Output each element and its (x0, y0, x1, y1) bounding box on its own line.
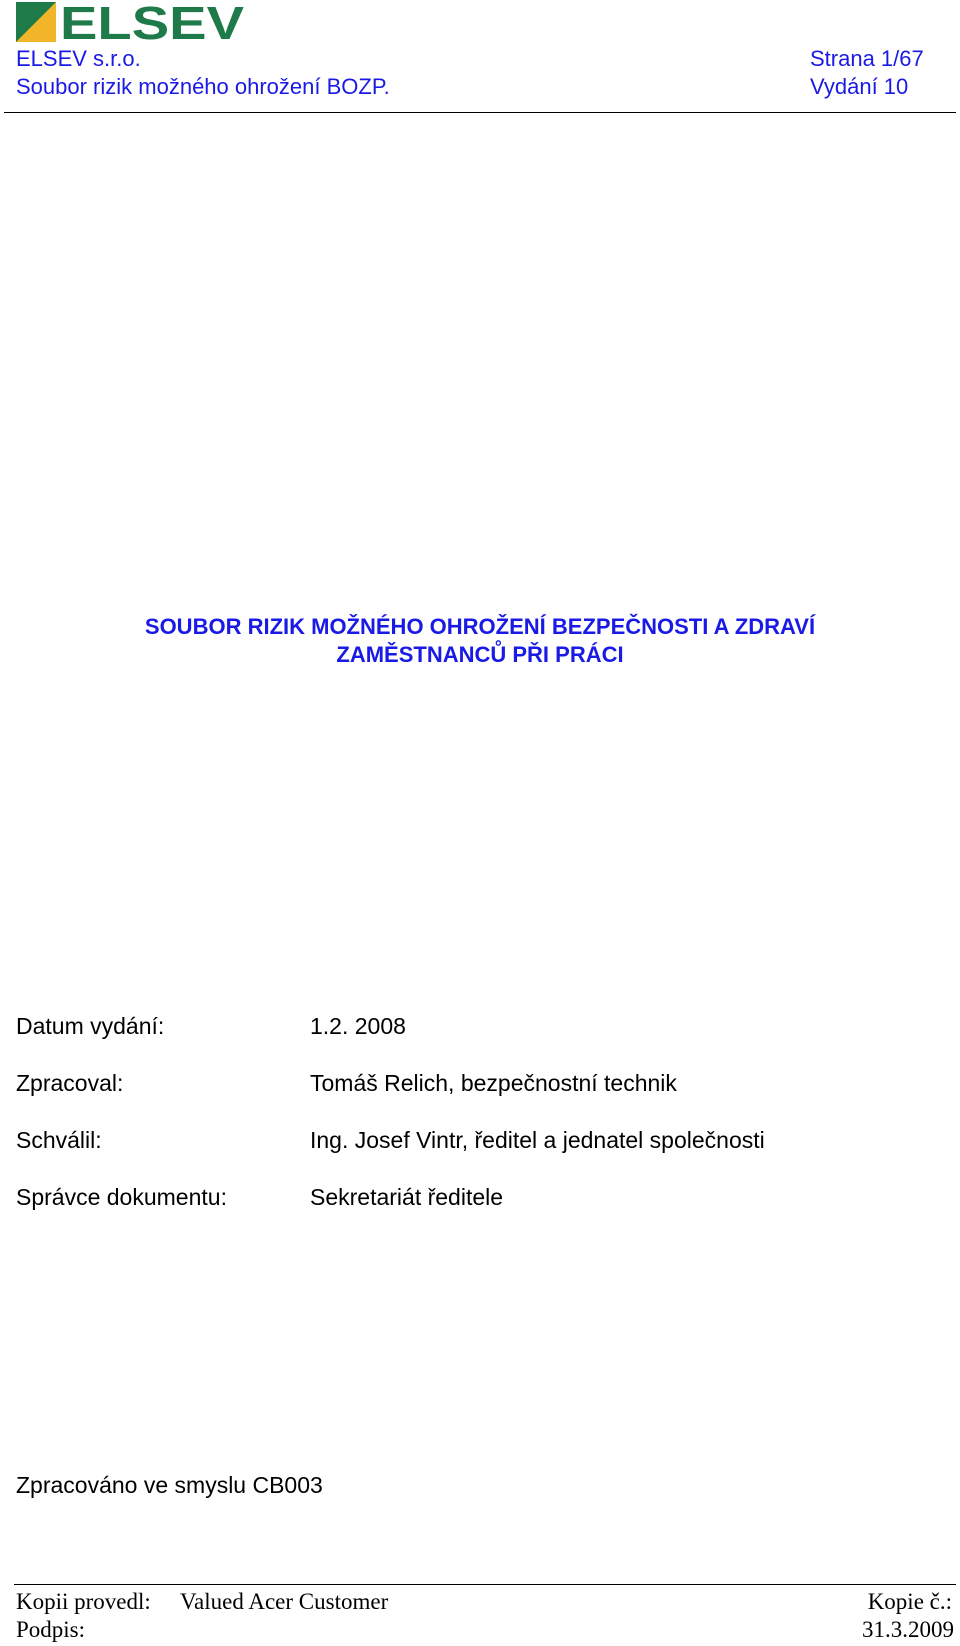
approved-value: Ing. Josef Vintr, ředitel a jednatel společnosti (310, 1127, 765, 1153)
document-subtitle: Soubor rizik možného ohrožení BOZP. (16, 74, 390, 99)
edition-number: Vydání 10 (810, 74, 909, 99)
signature-label: Podpis: (16, 1617, 86, 1642)
date-label: Datum vydání: (16, 1013, 165, 1039)
document-title-line-1: SOUBOR RIZIK MOŽNÉHO OHROŽENÍ BEZPEČNOSTI A ZDRAVÍ (144, 614, 816, 639)
processed-value: Tomáš Relich, bezpečnostní technik (310, 1070, 677, 1096)
page-number: Strana 1/67 (810, 46, 924, 71)
date-value: 1.2. 2008 (310, 1013, 406, 1039)
logo-text: ELSEV (60, 2, 245, 44)
document-title-line-2: ZAMĚSTNANCŮ PŘI PRÁCI (336, 642, 624, 667)
reference-note: Zpracováno ve smyslu CB003 (16, 1472, 323, 1498)
footer-divider (14, 1584, 956, 1585)
company-name: ELSEV s.r.o. (16, 46, 141, 71)
company-logo (16, 2, 246, 44)
processed-label: Zpracoval: (16, 1070, 124, 1096)
copy-made-label: Kopii provedl: (16, 1589, 151, 1614)
copy-number-label: Kopie č.: (867, 1589, 952, 1614)
copy-made-value: Valued Acer Customer (180, 1589, 389, 1614)
header-divider (4, 112, 956, 113)
admin-label: Správce dokumentu: (16, 1184, 227, 1210)
admin-value: Sekretariát ředitele (310, 1184, 504, 1210)
footer-date: 31.3.2009 (862, 1617, 954, 1642)
approved-label: Schválil: (16, 1127, 102, 1153)
